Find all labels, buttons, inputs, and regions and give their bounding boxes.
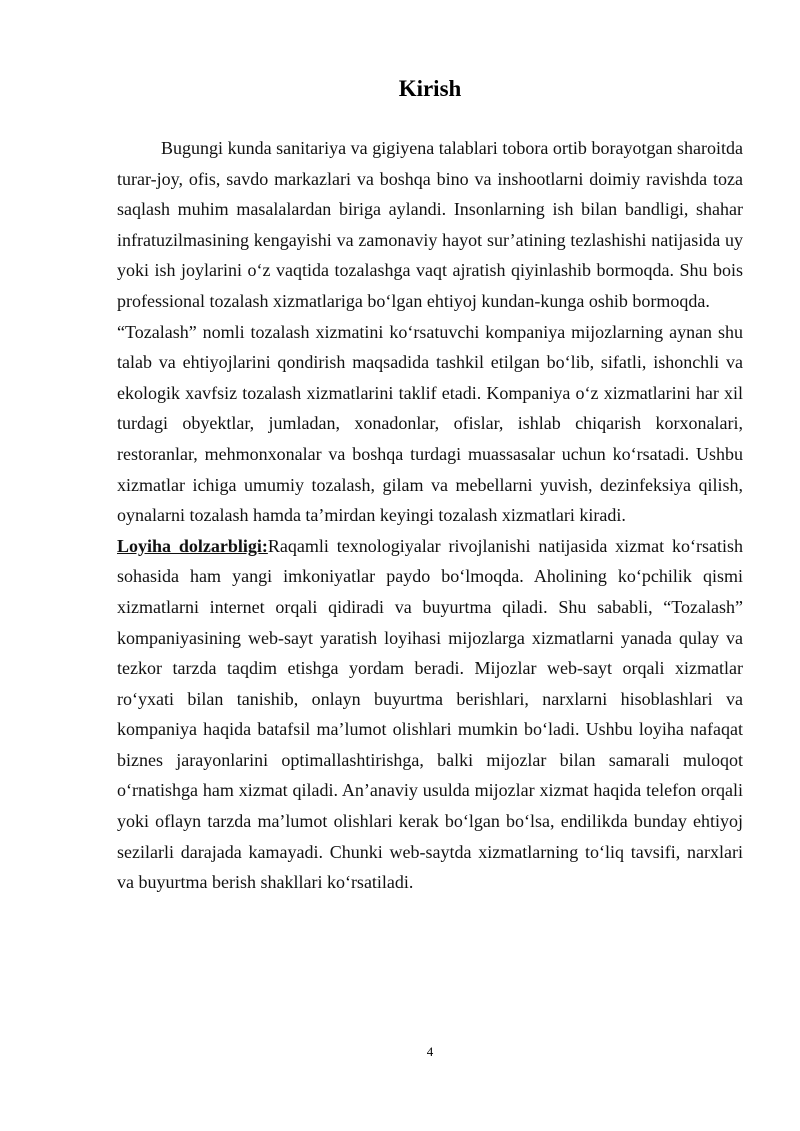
- intro-paragraph: Bugungi kunda sanitariya va gigiyena talablari tobora ortib borayotgan sharoitda turar-joy, ofis, savdo markazlari va boshqa bino va inshootlarni doimiy ravishda toza saqlash muhim masalalardan biriga aylandi. Insonlarning ish bilan bandligi, shahar infratuzilmasining kengayishi va zamonaviy hayot sur’atining tezlashishi natijasida uy yoki ish joylarini o‘z vaqtida tozalashga vaqt ajratish qiyinlashib bormoqda. Shu bois professional tozalash xizmatlariga bo‘lgan ehtiyoj kundan-kunga oshib bormoqda.: [117, 138, 743, 311]
- page-number: 4: [426, 1044, 434, 1059]
- body-text: [117, 133, 743, 898]
- relevance-label: Loyiha dolzarbligi:: [117, 535, 268, 556]
- relevance-text: Raqamli texnologiyalar rivojlanishi natijasida xizmat ko‘rsatish sohasida ham yangi imkoniyatlar paydo bo‘lmoqda. Aholining ko‘pchilik qismi xizmatlarni internet orqali qidiradi va buyurtma qiladi. Shu sababli, “Tozalash” kompaniyasining web-sayt yaratish loyihasi mijozlarga xizmatlarni yanada qulay va tezkor tarzda taqdim etishga yordam beradi. Mijozlar web-sayt orqali xizmatlar ro‘yxati bilan tanishib, onlayn buyurtma berishlari, narxlarni hisoblashlari va kompaniya haqida batafsil ma’lumot olishlari mumkin bo‘ladi. Ushbu loyiha nafaqat biznes jarayonlarini optimallashtirishga, balki mijozlar bilan samarali muloqot o‘rnatishga ham xizmat qiladi. An’anaviy usulda mijozlar xizmat haqida telefon orqali yoki oflayn tarzda ma’lumot olishlari kerak bo‘lgan bo‘lsa, endilikda bunday ehtiyoj sezilarli darajada kamayadi. Chunki web-saytda xizmatlarning to‘liq tavsifi, narxlari va buyurtma berish shakllari ko‘rsatiladi.: [117, 535, 744, 893]
- page-title: Kirish: [398, 76, 462, 101]
- company-paragraph: “Tozalash” nomli tozalash xizmatini ko‘rsatuvchi kompaniya mijozlarning aynan shu talab va ehtiyojlarini qondirish maqsadida tashkil etilgan bo‘lib, sifatli, ishonchli va ekologik xavfsiz tozalash xizmatlarini taklif etadi. Kompaniya o‘z xizmatlarini har xil turdagi obyektlar, jumladan, xonadonlar, ofislar, ishlab chiqarish korxonalari, restoranlar, mehmonxonalar va boshqa turdagi muassasalar uchun ko‘rsatadi. Ushbu xizmatlar ichiga umumiy tozalash, gilam va mebellarni yuvish, dezinfeksiya qilish, oynalarni tozalash hamda ta’mirdan keyingi tozalash xizmatlari kiradi.: [117, 321, 743, 526]
- relevance-paragraph: [117, 531, 743, 898]
